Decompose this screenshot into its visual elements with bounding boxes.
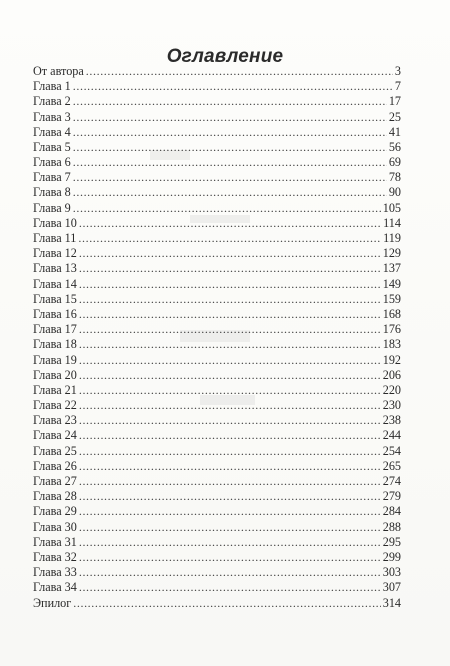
toc-entry-page-number: 25 <box>388 109 401 124</box>
toc-entry-label: Глава 22 <box>33 398 77 413</box>
toc-entry-page-number: 284 <box>382 504 401 519</box>
toc-entry-label: Эпилог <box>33 595 72 610</box>
toc-entry-label: Глава 4 <box>33 124 71 139</box>
toc-entry-label: Глава 31 <box>33 534 77 549</box>
toc-dot-leader <box>78 231 381 246</box>
toc-entry-label: Глава 20 <box>33 367 77 382</box>
toc-entry-page-number: 238 <box>382 413 401 428</box>
toc-dot-leader <box>79 535 381 550</box>
toc-dot-leader <box>73 140 387 155</box>
toc-entry-page-number: 7 <box>394 79 401 94</box>
toc-dot-leader <box>79 474 381 489</box>
table-of-contents <box>33 64 401 611</box>
toc-entry <box>33 550 401 565</box>
toc-entry-label: Глава 30 <box>33 519 77 534</box>
toc-dot-leader <box>79 504 381 519</box>
toc-entry-page-number: 307 <box>382 580 401 595</box>
toc-entry <box>33 459 401 474</box>
toc-entry-page-number: 119 <box>383 231 401 246</box>
toc-entry <box>33 429 401 444</box>
toc-entry-label: Глава 13 <box>33 261 77 276</box>
toc-dot-leader <box>73 110 387 125</box>
toc-entry-page-number: 299 <box>382 549 401 564</box>
toc-entry <box>33 261 401 276</box>
toc-entry-page-number: 90 <box>388 185 401 200</box>
toc-dot-leader <box>79 413 381 428</box>
toc-entry <box>33 125 401 140</box>
toc-entry-label: Глава 23 <box>33 413 77 428</box>
toc-dot-leader <box>73 201 381 216</box>
toc-entry-label: Глава 19 <box>33 352 77 367</box>
toc-entry <box>33 155 401 170</box>
toc-dot-leader <box>79 353 381 368</box>
toc-entry <box>33 231 401 246</box>
toc-entry-page-number: 114 <box>383 215 401 230</box>
toc-dot-leader <box>79 337 381 352</box>
toc-entry <box>33 170 401 185</box>
toc-entry-page-number: 78 <box>388 170 401 185</box>
toc-entry-page-number: 279 <box>382 489 401 504</box>
toc-dot-leader <box>73 596 380 611</box>
toc-entry <box>33 216 401 231</box>
toc-entry-page-number: 17 <box>388 94 401 109</box>
toc-entry <box>33 504 401 519</box>
toc-entry-label: Глава 7 <box>33 170 71 185</box>
toc-dot-leader <box>79 489 381 504</box>
toc-entry-label: Глава 25 <box>33 443 77 458</box>
toc-entry-label: Глава 18 <box>33 337 77 352</box>
toc-dot-leader <box>79 277 381 292</box>
toc-entry <box>33 353 401 368</box>
toc-entry-label: Глава 5 <box>33 139 71 154</box>
toc-entry <box>33 444 401 459</box>
toc-dot-leader <box>79 261 381 276</box>
toc-dot-leader <box>73 170 387 185</box>
toc-dot-leader <box>79 520 381 535</box>
toc-entry-label: Глава 6 <box>33 155 71 170</box>
toc-entry-page-number: 105 <box>382 200 401 215</box>
toc-entry-page-number: 69 <box>388 155 401 170</box>
toc-entry-page-number: 129 <box>382 246 401 261</box>
toc-entry <box>33 474 401 489</box>
toc-entry-label: Глава 2 <box>33 94 71 109</box>
toc-dot-leader <box>79 580 381 595</box>
toc-entry <box>33 79 401 94</box>
toc-dot-leader <box>79 307 381 322</box>
toc-entry-label: Глава 10 <box>33 215 77 230</box>
toc-dot-leader <box>73 186 387 201</box>
toc-entry-label: Глава 3 <box>33 109 71 124</box>
toc-entry-label: Глава 34 <box>33 580 77 595</box>
toc-entry-page-number: 159 <box>382 291 401 306</box>
toc-entry-page-number: 192 <box>382 352 401 367</box>
toc-entry <box>33 307 401 322</box>
toc-entry-label: Глава 9 <box>33 200 71 215</box>
toc-entry-label: Глава 16 <box>33 306 77 321</box>
toc-entry <box>33 292 401 307</box>
toc-dot-leader <box>79 246 381 261</box>
toc-entry-page-number: 137 <box>382 261 401 276</box>
toc-entry <box>33 140 401 155</box>
toc-entry <box>33 186 401 201</box>
toc-entry <box>33 246 401 261</box>
toc-entry <box>33 596 401 611</box>
toc-entry-label: Глава 32 <box>33 549 77 564</box>
toc-entry-page-number: 295 <box>382 534 401 549</box>
toc-entry-label: Глава 17 <box>33 322 77 337</box>
toc-entry-page-number: 41 <box>388 124 401 139</box>
toc-dot-leader <box>79 398 381 413</box>
toc-entry-page-number: 314 <box>382 595 401 610</box>
toc-entry-label: Глава 26 <box>33 458 77 473</box>
toc-entry-page-number: 265 <box>382 458 401 473</box>
toc-entry-page-number: 168 <box>382 306 401 321</box>
toc-entry-label: От автора <box>33 63 84 78</box>
toc-entry-page-number: 288 <box>382 519 401 534</box>
toc-entry-label: Глава 27 <box>33 474 77 489</box>
toc-dot-leader <box>79 550 381 565</box>
toc-entry <box>33 368 401 383</box>
toc-entry-label: Глава 12 <box>33 246 77 261</box>
toc-entry-page-number: 206 <box>382 367 401 382</box>
toc-entry <box>33 110 401 125</box>
toc-dot-leader <box>79 216 381 231</box>
toc-dot-leader <box>79 459 381 474</box>
page-title: Оглавление <box>166 45 284 67</box>
toc-entry <box>33 277 401 292</box>
toc-entry <box>33 322 401 337</box>
toc-dot-leader <box>79 565 381 580</box>
toc-entry-label: Глава 28 <box>33 489 77 504</box>
toc-entry-page-number: 176 <box>382 322 401 337</box>
toc-entry <box>33 580 401 595</box>
toc-dot-leader <box>79 322 381 337</box>
toc-entry-label: Глава 21 <box>33 382 77 397</box>
toc-entry-page-number: 149 <box>382 276 401 291</box>
toc-entry-page-number: 183 <box>382 337 401 352</box>
toc-entry-page-number: 274 <box>382 474 401 489</box>
toc-entry <box>33 535 401 550</box>
toc-entry-page-number: 254 <box>382 443 401 458</box>
toc-dot-leader <box>79 444 381 459</box>
toc-entry <box>33 64 401 79</box>
toc-entry-page-number: 220 <box>382 382 401 397</box>
toc-dot-leader <box>79 383 381 398</box>
toc-dot-leader <box>79 368 381 383</box>
toc-entry-label: Глава 8 <box>33 185 71 200</box>
toc-dot-leader <box>86 64 393 79</box>
toc-entry-page-number: 3 <box>394 63 401 78</box>
toc-entry-label: Глава 29 <box>33 504 77 519</box>
toc-entry <box>33 489 401 504</box>
toc-entry-label: Глава 15 <box>33 291 77 306</box>
toc-entry <box>33 565 401 580</box>
toc-entry <box>33 337 401 352</box>
toc-entry-label: Глава 24 <box>33 428 77 443</box>
toc-entry <box>33 94 401 109</box>
toc-dot-leader <box>73 94 387 109</box>
toc-entry-page-number: 244 <box>382 428 401 443</box>
toc-entry-label: Глава 33 <box>33 565 77 580</box>
toc-entry-page-number: 303 <box>382 565 401 580</box>
toc-dot-leader <box>79 292 381 307</box>
toc-dot-leader <box>73 155 387 170</box>
toc-entry <box>33 383 401 398</box>
toc-dot-leader <box>73 125 387 140</box>
toc-entry-label: Глава 14 <box>33 276 77 291</box>
toc-entry <box>33 398 401 413</box>
toc-entry-label: Глава 11 <box>33 231 77 246</box>
toc-entry <box>33 413 401 428</box>
toc-entry-page-number: 56 <box>388 139 401 154</box>
toc-entry-page-number: 230 <box>382 398 401 413</box>
toc-dot-leader <box>73 79 393 94</box>
toc-entry-label: Глава 1 <box>33 79 71 94</box>
toc-entry <box>33 520 401 535</box>
toc-dot-leader <box>79 429 381 444</box>
toc-entry <box>33 201 401 216</box>
